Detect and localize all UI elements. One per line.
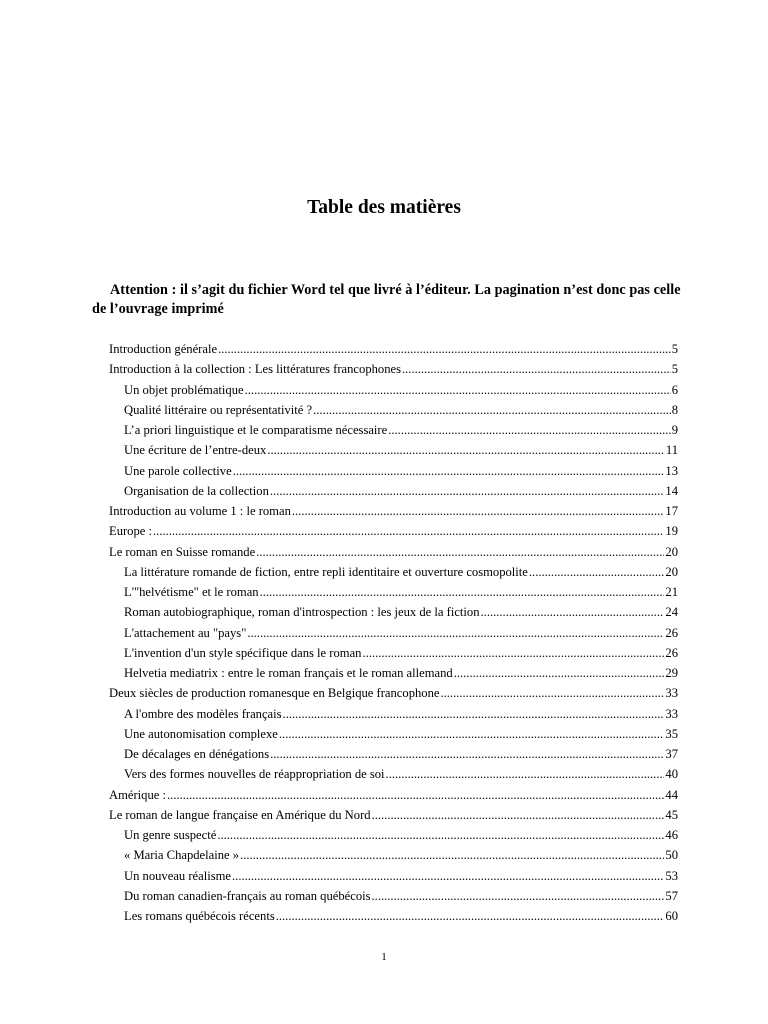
- toc-dot-leader: [283, 704, 665, 724]
- toc-dot-leader: [386, 764, 665, 784]
- toc-dot-leader: [233, 461, 665, 481]
- toc-entry-title: Amérique :: [109, 787, 167, 802]
- toc-entry[interactable]: [109, 724, 678, 744]
- toc-entry-page-number: 60: [665, 909, 678, 923]
- toc-entry-title: « Maria Chapdelaine »: [124, 848, 240, 863]
- toc-entry-page-number: 35: [665, 726, 678, 741]
- toc-entry-title: Une parole collective: [124, 463, 232, 478]
- toc-dot-leader: [454, 663, 665, 683]
- toc-entry-title: L’a priori linguistique et le comparatisme nécessaire: [124, 423, 388, 437]
- toc-dot-leader: [217, 825, 664, 845]
- toc-entry-page-number: 11: [665, 443, 678, 458]
- toc-entry-title: Un genre suspecté: [124, 828, 217, 842]
- toc-dot-leader: [247, 623, 664, 643]
- toc-entry-page-number: 20: [665, 544, 678, 559]
- toc-entry[interactable]: [109, 339, 678, 359]
- toc-entry[interactable]: [109, 704, 678, 724]
- toc-entry-title: Deux siècles de production romanesque en Belgique francophone: [109, 686, 440, 701]
- toc-entry[interactable]: [109, 359, 678, 379]
- toc-dot-leader: [240, 845, 664, 865]
- toc-entry[interactable]: [109, 805, 678, 825]
- toc-entry-page-number: 5: [671, 362, 678, 377]
- toc-entry[interactable]: [109, 542, 678, 562]
- toc-entry-title: La littérature romande de fiction, entre repli identitaire et ouverture cosmopolite: [124, 564, 528, 579]
- toc-entry-page-number: 45: [665, 807, 678, 822]
- toc-entry-title: Introduction générale: [109, 342, 218, 356]
- toc-entry-title: L'"helvétisme" et le roman: [124, 585, 259, 599]
- toc-dot-leader: [388, 420, 670, 440]
- toc-dot-leader: [270, 744, 664, 764]
- toc-entry-page-number: 5: [671, 342, 678, 356]
- toc-dot-leader: [270, 481, 665, 501]
- toc-entry-title: A l'ombre des modèles français: [124, 706, 282, 721]
- toc-entry-title: Le roman de langue française en Amérique du Nord: [109, 807, 371, 822]
- toc-entry-title: Organisation de la collection: [124, 483, 269, 498]
- toc-dot-leader: [167, 785, 664, 805]
- toc-entry-page-number: 9: [671, 423, 678, 437]
- toc-entry[interactable]: [109, 623, 678, 643]
- toc-entry[interactable]: [109, 906, 678, 926]
- toc-entry[interactable]: [109, 380, 678, 400]
- toc-entry-page-number: 17: [665, 504, 678, 518]
- toc-entry-title: De décalages en dénégations: [124, 747, 270, 761]
- toc-entry-page-number: 8: [671, 402, 678, 417]
- toc-dot-leader: [372, 805, 665, 825]
- toc-entry[interactable]: [109, 683, 678, 703]
- toc-dot-leader: [267, 440, 665, 460]
- table-of-contents: [109, 339, 678, 926]
- toc-entry[interactable]: [109, 582, 678, 602]
- toc-entry-page-number: 40: [665, 767, 678, 782]
- toc-entry[interactable]: [109, 481, 678, 501]
- toc-entry-page-number: 53: [665, 868, 678, 883]
- toc-dot-leader: [292, 501, 665, 521]
- toc-entry[interactable]: [109, 845, 678, 865]
- toc-entry-page-number: 24: [665, 605, 678, 620]
- toc-entry-page-number: 33: [665, 686, 678, 701]
- toc-entry-page-number: 44: [665, 787, 678, 802]
- editor-notice: Attention : il s’agit du fichier Word tel que livré à l’éditeur. La pagination n’est donc pas celle de l’ouvrage imprimé: [92, 282, 681, 317]
- toc-entry-page-number: 14: [665, 483, 678, 498]
- toc-entry[interactable]: [109, 643, 678, 663]
- toc-dot-leader: [245, 380, 671, 400]
- toc-entry-title: L'invention d'un style spécifique dans le roman: [124, 645, 362, 660]
- toc-entry-title: Du roman canadien-français au roman québécois: [124, 888, 371, 903]
- toc-entry[interactable]: [109, 866, 678, 886]
- toc-entry-title: Le roman en Suisse romande: [109, 544, 256, 559]
- toc-entry-page-number: 13: [665, 463, 678, 478]
- toc-entry-page-number: 57: [665, 888, 678, 903]
- toc-entry-title: Europe :: [109, 524, 153, 539]
- toc-entry-page-number: 26: [665, 645, 678, 660]
- toc-entry-title: Un nouveau réalisme: [124, 868, 232, 883]
- toc-entry[interactable]: [109, 521, 678, 541]
- toc-entry-title: Introduction à la collection : Les littératures francophones: [109, 362, 401, 377]
- toc-entry-title: Vers des formes nouvelles de réappropriation de soi: [124, 767, 385, 782]
- toc-dot-leader: [440, 683, 664, 703]
- toc-entry-page-number: 26: [665, 625, 678, 640]
- toc-entry-page-number: 46: [665, 828, 678, 842]
- toc-dot-leader: [218, 339, 671, 359]
- toc-entry-page-number: 6: [671, 382, 678, 397]
- toc-entry[interactable]: [109, 744, 678, 764]
- toc-entry[interactable]: [109, 785, 678, 805]
- toc-dot-leader: [256, 542, 664, 562]
- toc-entry-page-number: 21: [665, 585, 678, 599]
- toc-entry-page-number: 19: [665, 524, 678, 539]
- toc-entry-title: Une écriture de l’entre-deux: [124, 443, 267, 458]
- toc-dot-leader: [529, 562, 665, 582]
- toc-dot-leader: [372, 886, 665, 906]
- toc-dot-leader: [276, 906, 665, 926]
- toc-dot-leader: [153, 521, 664, 541]
- toc-entry[interactable]: [109, 886, 678, 906]
- toc-entry-title: Un objet problématique: [124, 382, 244, 397]
- toc-entry[interactable]: [109, 825, 678, 845]
- toc-dot-leader: [232, 866, 664, 886]
- toc-entry-title: Une autonomisation complexe: [124, 726, 278, 741]
- toc-dot-leader: [362, 643, 664, 663]
- toc-entry[interactable]: [109, 461, 678, 481]
- toc-entry-title: Qualité littéraire ou représentativité ?: [124, 402, 313, 417]
- toc-dot-leader: [279, 724, 665, 744]
- toc-entry[interactable]: [109, 501, 678, 521]
- toc-entry-page-number: 33: [665, 706, 678, 721]
- toc-dot-leader: [402, 359, 671, 379]
- toc-entry-title: Roman autobiographique, roman d'introspection : les jeux de la fiction: [124, 605, 480, 620]
- toc-entry-title: Les romans québécois récents: [124, 909, 275, 923]
- toc-entry-page-number: 29: [665, 666, 678, 680]
- toc-dot-leader: [481, 602, 665, 622]
- toc-entry[interactable]: [109, 562, 678, 582]
- page-number: 1: [381, 951, 387, 963]
- toc-entry-page-number: 37: [665, 747, 678, 761]
- toc-entry-title: Introduction au volume 1 : le roman: [109, 504, 291, 518]
- toc-dot-leader: [260, 582, 665, 602]
- toc-entry-page-number: 50: [665, 848, 678, 863]
- toc-entry[interactable]: [109, 663, 678, 683]
- toc-entry[interactable]: [109, 764, 678, 784]
- toc-entry[interactable]: [109, 602, 678, 622]
- toc-entry[interactable]: [109, 420, 678, 440]
- toc-entry[interactable]: [109, 400, 678, 420]
- toc-entry-title: Helvetia mediatrix : entre le roman français et le roman allemand: [124, 666, 453, 680]
- toc-entry-page-number: 20: [665, 564, 678, 579]
- toc-dot-leader: [313, 400, 671, 420]
- toc-entry-title: L'attachement au "pays": [124, 625, 247, 640]
- page-title: Table des matières: [307, 197, 461, 218]
- toc-entry[interactable]: [109, 440, 678, 460]
